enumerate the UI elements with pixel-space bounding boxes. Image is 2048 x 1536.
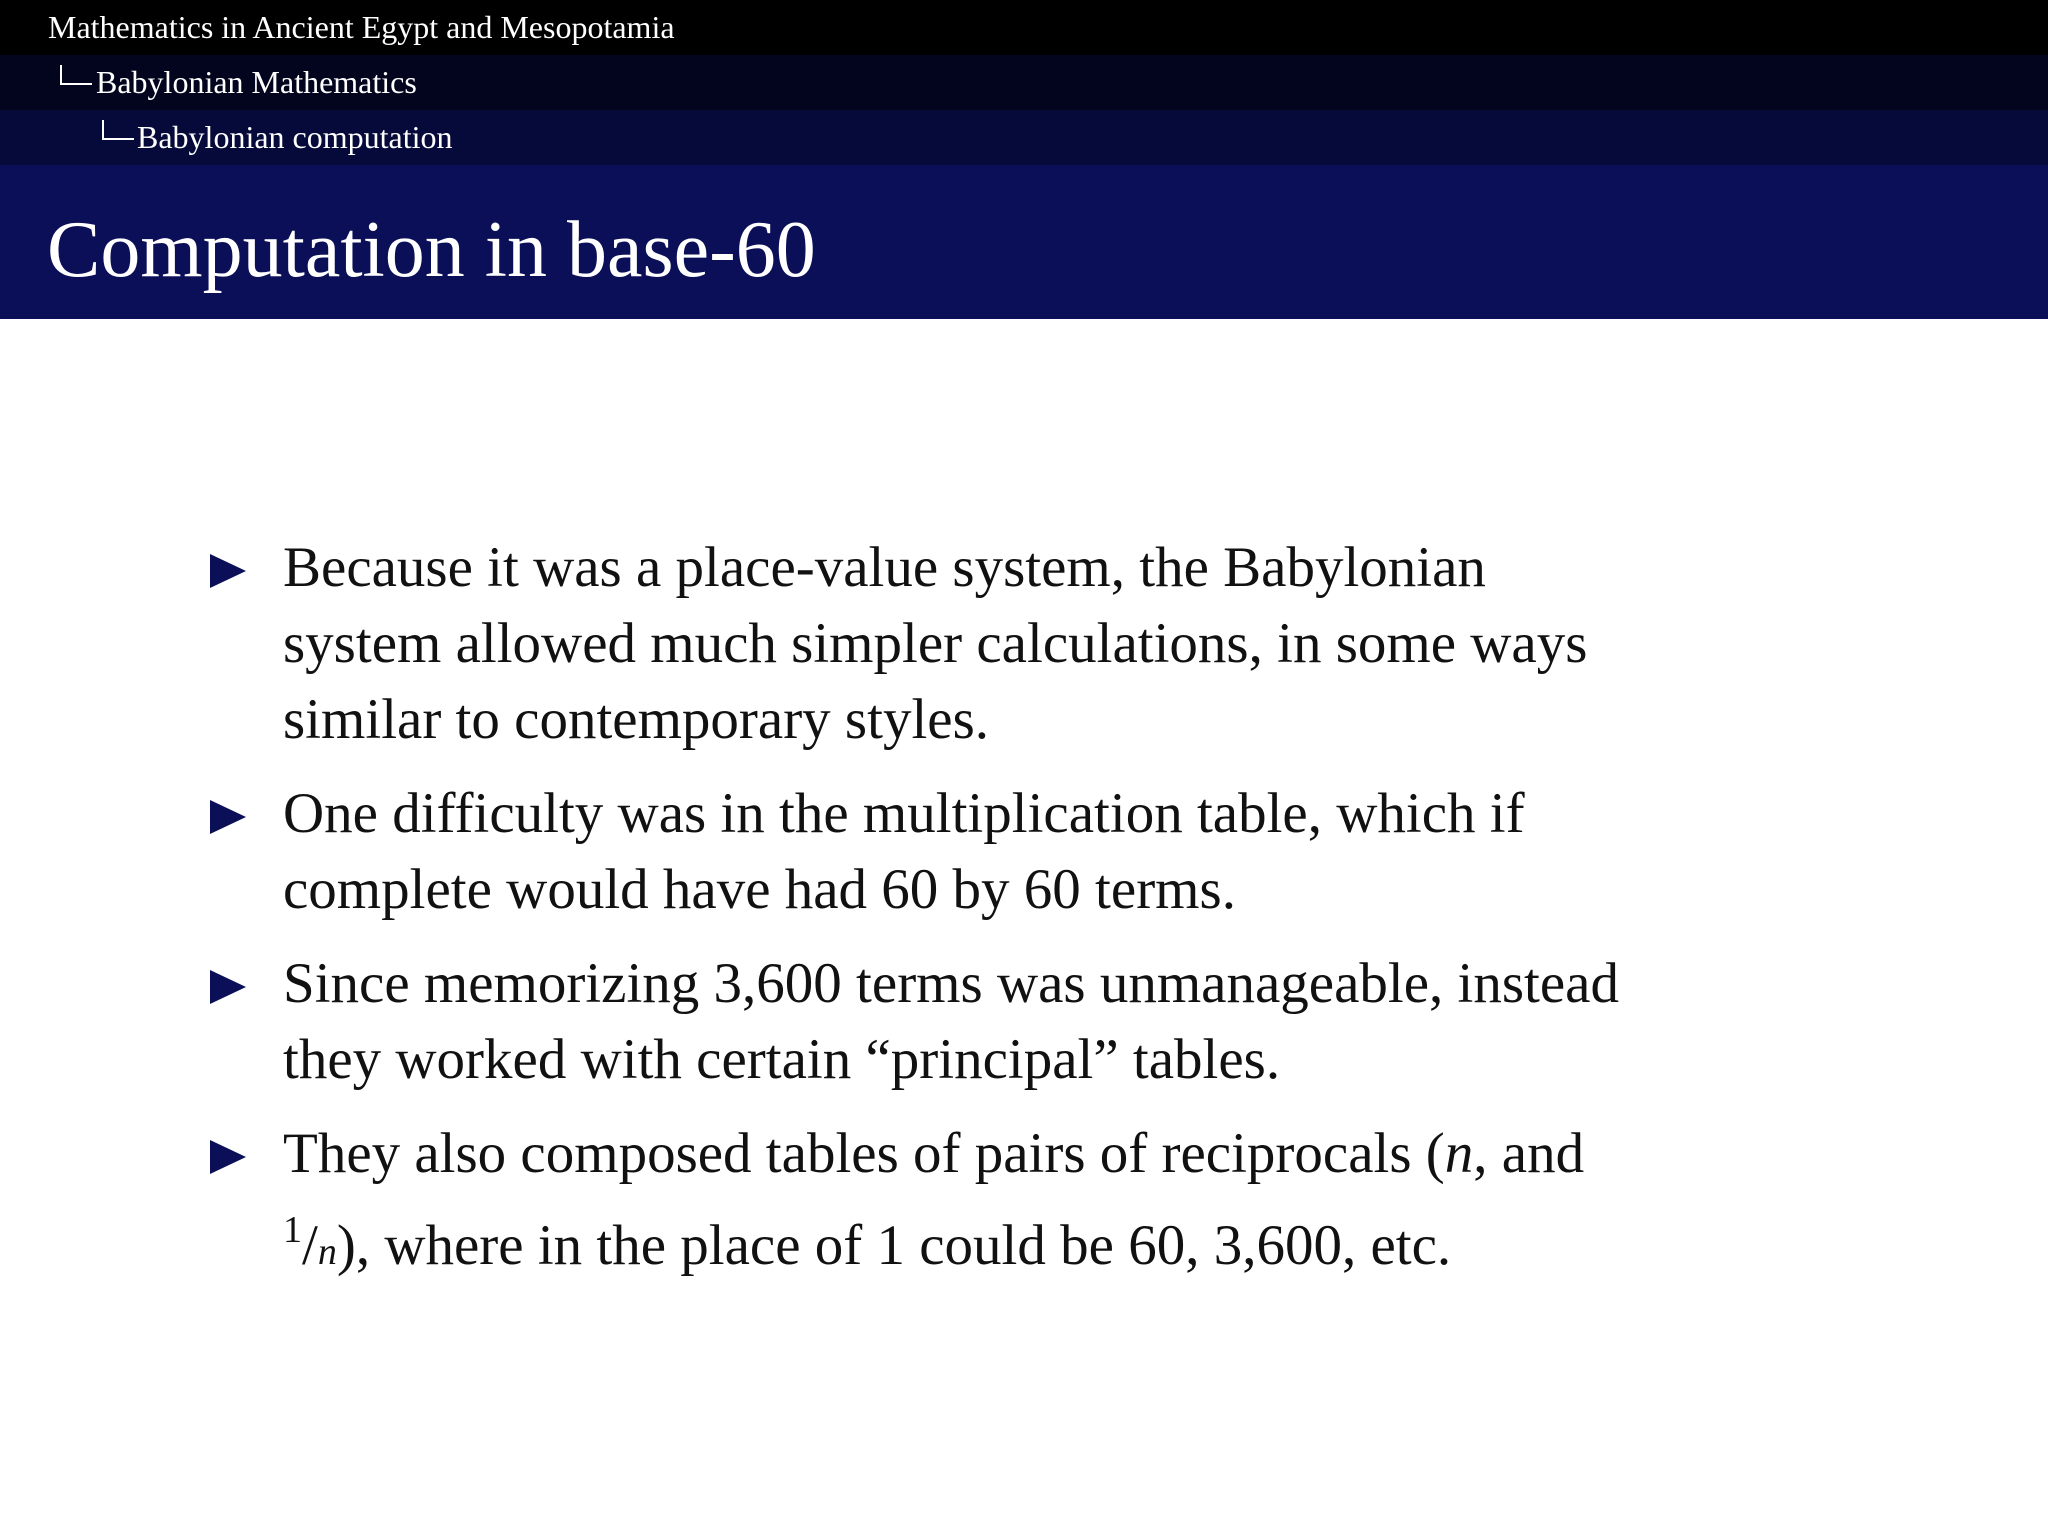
header-section-title: Mathematics in Ancient Egypt and Mesopotamia [48, 9, 675, 45]
reciprocal-fraction [283, 1209, 337, 1277]
bullet-text-line: they worked with certain “principal” tables. [283, 1028, 1281, 1091]
fraction-numerator: 1 [283, 1209, 302, 1251]
list-item [210, 530, 1910, 758]
bullet-text-line [283, 1192, 1910, 1290]
header-subsubsection-title: Babylonian computation [137, 119, 453, 155]
header-subsection-band [0, 55, 2048, 110]
fraction-denominator: n [317, 1231, 337, 1273]
bullet-text: ), where in the place of 1 could be 60, 3,600, etc. [336, 1214, 1452, 1277]
bullet-text-line: similar to contemporary styles. [283, 688, 990, 751]
bullet-text: , and [1473, 1122, 1585, 1185]
list-item [210, 776, 1910, 928]
frame-title: Computation in base-60 [47, 206, 816, 294]
tree-branch-icon [60, 65, 92, 85]
bullet-text-line: Because it was a place-value system, the Babylonian [283, 536, 1486, 599]
bullet-text-line: complete would have had 60 by 60 terms. [283, 858, 1236, 921]
frame-title-bar [0, 165, 2048, 319]
triangle-bullet-icon [210, 1140, 246, 1174]
triangle-bullet-icon [210, 800, 246, 834]
list-item [210, 1116, 1910, 1290]
header-subsubsection-band [0, 110, 2048, 165]
math-variable: n [1444, 1122, 1474, 1185]
triangle-bullet-icon [210, 554, 246, 588]
bullet-text-line: Since memorizing 3,600 terms was unmanageable, instead [283, 952, 1619, 1015]
bullet-text-line: system allowed much simpler calculations, in some ways [283, 612, 1588, 675]
bullet-text-line [283, 1116, 1910, 1192]
bullet-list [210, 530, 1910, 1308]
header-section-band [0, 0, 2048, 55]
tree-branch-icon [102, 120, 134, 140]
fraction-slash: / [302, 1214, 318, 1277]
list-item [210, 946, 1910, 1098]
header-subsection-title: Babylonian Mathematics [96, 64, 417, 100]
triangle-bullet-icon [210, 970, 246, 1004]
bullet-text: They also composed tables of pairs of reciprocals ( [283, 1122, 1445, 1185]
bullet-text-line: One difficulty was in the multiplication table, which if [283, 782, 1525, 845]
